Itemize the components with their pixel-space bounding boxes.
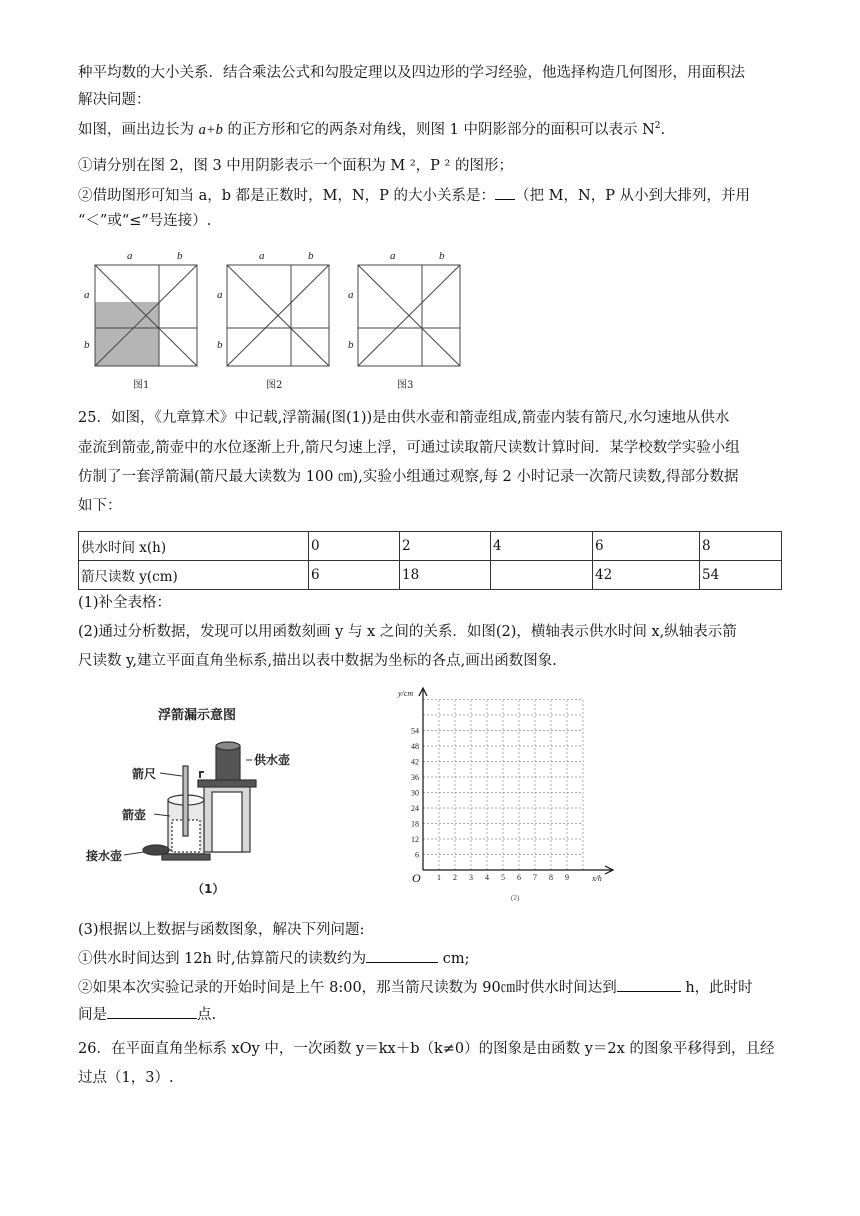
label-a-top-1: a [127,250,133,262]
q25-part-1: (1)补全表格： [78,595,172,611]
label-supply-pot: 供水壶 [254,753,291,767]
intro-line-2: 解决问题： [78,92,151,108]
label-b-top-2: b [308,250,314,262]
label-a-side-1: a [84,289,90,301]
q25-part-3-1 [78,947,780,970]
q25-part-3-2-cont [78,1003,780,1026]
y-tick-label: 24 [411,804,419,813]
label-a-top-2: a [259,250,265,262]
q25-line-3: 仿制了一套浮箭漏(箭尺最大读数为 100 ㎝),实验小组通过观察,每 2 小时记录一次箭尺读数,得部分数据 [78,469,739,485]
answer-blank-reading[interactable] [366,947,438,963]
q25-part-3-2-text-c: 间是 [78,1007,107,1023]
supply-pot [216,746,240,780]
y-tick-label: 30 [411,788,419,798]
q25-part-3-2-text-d: 点. [197,1007,217,1023]
q26-line-2: 过点（1，3）. [78,1070,174,1086]
x-tick-label: 2 [453,873,457,882]
squares-figure [78,246,478,394]
caption-fig1: 图1 [133,380,150,391]
question-2-hint: （把 M，N，P 从小到大排列，并用 [515,188,751,204]
x-tick-label: 5 [501,873,505,882]
q25-line-1: 25．如图，《九章算术》中记载,浮箭漏(图(1))是由供水壶和箭壶组成,箭壶内装有箭尺,水匀速地从供水 [78,410,730,426]
q25-part-3-2-text-b: h，此时时 [680,980,753,996]
y-tick-label: 6 [415,850,419,860]
intro-line-3c: . [660,121,666,138]
label-b-side-1: b [84,339,90,351]
origin-label: O [412,871,421,885]
label-b-top-3: b [439,250,445,262]
q25-part-3-1-text: ①供水时间达到 12h 时,估算箭尺的读数约为 [78,951,367,967]
question-2-text: ②借助图形可知当 a，b 都是正数时，M，N，P 的大小关系是： [78,188,496,204]
label-b-side-3: b [348,339,354,351]
intro-line-3 [78,115,780,141]
caption-fig2: 图2 [266,380,283,391]
answer-blank-hours[interactable] [617,976,681,992]
x-tick-label: 7 [533,873,537,882]
intro-line-3a: 如图，画出边长为 [78,121,199,138]
q25-part-3-2-text: ②如果本次实验记录的开始时间是上午 8:00，那当箭尺读数为 90㎝时供水时间达到 [78,980,617,996]
question-2 [78,184,780,207]
table-row-x [79,532,782,561]
label-a-top-3: a [390,250,396,262]
label-arrow-pot: 箭壶 [122,808,147,822]
x-axis-label: x/h [592,874,602,883]
q25-line-4: 如下： [78,498,122,514]
data-table [78,531,782,590]
question-2-cont: “＜”或“≤”号连接）. [78,213,212,229]
table-cell: 6 [309,561,400,590]
y-tick-label: 12 [411,835,419,844]
table-head-x: 供水时间 x(h) [79,532,309,561]
q25-part-3: (3)根据以上数据与函数图象，解决下列问题: [78,922,365,938]
x-tick-label: 9 [565,873,569,882]
label-b-side-2: b [217,339,223,351]
q25-part-3-1-unit: cm; [438,951,470,967]
intro-var-ab: a+b [198,121,223,138]
table-cell: 54 [700,561,782,590]
table-cell: 4 [491,532,593,561]
label-b-top-1: b [177,250,183,262]
receiving-pot [143,845,169,855]
y-tick-label: 42 [411,757,419,767]
x-tick-label: 3 [469,873,473,882]
figure-1-title: 浮箭漏示意图 [158,708,237,723]
y-tick-label: 48 [411,742,419,751]
table-cell: 18 [400,561,491,590]
y-axis-label: y/cm [398,689,414,698]
answer-blank-order[interactable] [495,184,515,200]
table-cell: 0 [309,532,400,561]
intro-line-3b: 的正方形和它的两条对角线，则图 1 中阴影部分的面积可以表示 N [222,121,655,138]
caption-fig3: 图3 [397,380,414,391]
y-tick-label: 36 [411,773,419,782]
y-tick-label: 54 [411,726,419,736]
table-cell: 6 [593,532,700,561]
table-cell-blank[interactable] [491,561,593,590]
x-tick-label: 8 [549,873,553,882]
x-tick-label: 1 [437,873,441,882]
table-row-y [79,561,782,590]
intro-line-1: 种平均数的大小关系．结合乘法公式和勾股定理以及四边形的学习经验，他选择构造几何图形，用面积法 [78,65,745,81]
label-receiving-pot: 接水壶 [86,849,123,863]
y-tick-label: 18 [411,819,419,829]
table-head-y: 箭尺读数 y(cm) [79,561,309,590]
x-tick-label: 4 [485,873,489,882]
q25-part-3-2 [78,976,780,999]
q25-part-2-line-2: 尺读数 y,建立平面直角坐标系,描出以表中数据为坐标的各点,画出函数图象. [78,653,557,669]
label-a-side-2: a [217,289,223,301]
label-a-side-3: a [348,289,354,301]
q26-line-1: 26．在平面直角坐标系 xOy 中，一次函数 y＝kx＋b（k≠0）的图象是由函数 y＝2x 的图象平移得到，且经 [78,1041,775,1057]
table-cell: 8 [700,532,782,561]
q25-part-2-line-1: (2)通过分析数据，发现可以用函数刻画 y 与 x 之间的关系．如图(2)，横轴表示供水时间 x,纵轴表示箭 [78,624,737,640]
figure-2-coordinate-grid [392,684,624,904]
figure-2-caption: (2) [511,894,520,902]
figure-1-caption: （1） [192,882,225,896]
table-cell: 42 [593,561,700,590]
question-1: ①请分别在图 2，图 3 中用阴影表示一个面积为 M ²，P ² 的图形； [78,158,513,174]
ruler [183,766,188,836]
table-cell: 2 [400,532,491,561]
x-tick-label: 6 [517,873,521,882]
figure-1-schematic [82,700,322,900]
answer-blank-time[interactable] [107,1003,197,1019]
label-ruler: 箭尺 [132,767,157,781]
q25-line-2: 壶流到箭壶,箭壶中的水位逐渐上升,箭尺匀速上浮，可通过读取箭尺读数计算时间．某学校数学实验小组 [78,440,740,456]
intro-sup: 2 [654,121,661,131]
